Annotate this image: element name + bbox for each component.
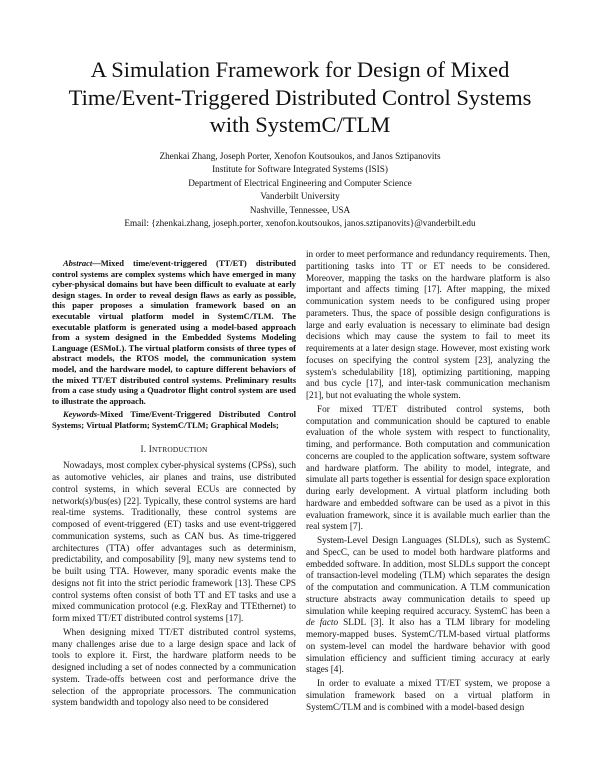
abstract-text: —Mixed time/event-triggered (TT/ET) distributed control systems are complex systems which have emerged in many cyber-physical domains but have been difficult to evaluate at early design stages. In order to reveal design flaws as early as possible, this paper proposes a simulation framework based on an executable virtual platform model in SystemC/TLM. The executable platform is generated using a model-based approach from a system designed in the Embedded Systems Modeling Language (ESMoL). The virtual platform consists of three types of abstract models, the RTOS model, the communication system model, and the hardware model, to capture different behaviors of the mixed TT/ET distributed control systems. Preliminary results from a case study using a Quadrotor flight control system are used to illustrate the approach.: [52, 258, 296, 406]
intro-paragraph-5-a: System-Level Design Languages (SLDLs), such as SystemC and SpecC, can be used to model both hardware platforms and embedded software. In addition, most SLDLs support the concept of transaction-level modeling (TLM) which separates the design of the computation and communication. A TLM communication structure abstracts away communication details to speed up simulation while keeping required accuracy. SystemC has been a: [306, 535, 550, 616]
intro-paragraph-4: For mixed TT/ET distributed control systems, both computation and communication should be captured to enable evaluation of the whole system with respect to functionality, timing, and performance. Both computation and communication concerns are coupled to the application software, system software and hardware platform. The ability to model, integrate, and simulate all parts together is essential for design space exploration during early development. A virtual platform including both hardware and embedded software can be used as a pivot in this evaluation framework, since it is available much earlier than the real system [7].: [306, 403, 550, 532]
author-location: Nashville, Tennessee, USA: [249, 204, 351, 215]
intro-paragraph-2: When designing mixed TT/ET distributed control systems, many challenges arise due to a large design space and lack of tools to explore it. First, the hardware platform needs to be designed including a set of nodes connected by a communication system. Trade-offs between cost and performance drive the selection of the appropriate processors. The communication system bandwidth and topology also need to be considered: [52, 626, 296, 708]
title-line-3: with SystemC/TLM: [209, 112, 391, 137]
intro-paragraph-5: [306, 535, 550, 676]
intro-paragraph-5-italic: de facto: [306, 617, 339, 628]
title-line-2: Time/Event-Triggered Distributed Control Systems: [68, 84, 532, 110]
author-names: Zhenkai Zhang, Joseph Porter, Xenofon Koutsoukos, and Janos Sztipanovits: [159, 151, 441, 161]
section-title: NTRODUCTION: [151, 444, 208, 454]
abstract-lead: Abstract: [63, 258, 93, 268]
author-block: [40, 150, 560, 230]
abstract: [52, 258, 296, 406]
intro-paragraph-5-b: SLDL [3]. It also has a TLM library for modeling memory-mapped buses. SystemC/TLM-based virtual platforms on system-level can model the hardware behavior with good simulation efficiency and sufficient timing accuracy at early stages [4].: [306, 617, 550, 675]
author-institute: Institute for Software Integrated Systems (ISIS): [212, 164, 388, 175]
section-numeral: I. I: [140, 443, 152, 454]
author-department: Department of Electrical Engineering and Computer Science: [188, 177, 412, 188]
keywords-lead: Keywords: [63, 409, 97, 420]
section-heading-introduction: [52, 444, 296, 456]
intro-paragraph-3: in order to meet performance and redundancy requirements. Then, partitioning tasks into TT or ET needs to be considered. Moreover, mapping the tasks on the hardware platform is also important and affects timing [17]. After mapping, the mixed communication system needs to be configured using proper parameters. Thus, the space of possible design configurations is large and early evaluation is necessary to eliminate bad design decisions which may cause the system to fail to meet its requirements at a later design stage. However, most existing work focuses on specifying the control system [23], analyzing the system's schedulability [18], optimizing partitioning, mapping and bus cycle [17], and inter-task communication mechanism [21], but not evaluating the whole system.: [306, 249, 550, 400]
author-university: Vanderbilt University: [260, 191, 340, 202]
right-column: [306, 249, 550, 713]
title-line-1: A Simulation Framework for Design of Mixed: [90, 57, 510, 82]
left-column: [52, 258, 296, 709]
author-email: Email: {zhenkai.zhang, joseph.porter, xenofon.koutsoukos, janos.sztipanovits}@vanderbilt.edu: [124, 218, 476, 229]
intro-paragraph-6: In order to evaluate a mixed TT/ET system, we propose a simulation framework based on a virtual platform in SystemC/TLM and is combined with a model-based design: [306, 678, 550, 712]
intro-paragraph-1: Nowadays, most complex cyber-physical systems (CPSs), such as automotive vehicles, air planes and trains, use distributed control systems, in which several ECUs are connected by network(s)/bus(es) [22]. Typically, these control systems are hard real-time systems. Traditionally, these control systems are composed of event-triggered (ET) tasks and use event-triggered communication systems, such as CAN bus. As time-triggered architectures (TTA) offer advantages such as determinism, predictability, and composability [9], many new systems tend to be built using TTA. However, many sporadic events make the designs not fit into the strict periodic framework [13]. These CPS control systems often consist of both TT and ET tasks and use a mixed communication protocol (e.g. FlexRay and TTEthernet) to form mixed TT/ET distributed control systems [17].: [52, 460, 296, 623]
keywords-text: -Mixed Time/Event-Triggered Distributed Control Systems; Virtual Platform; SystemC/TLM; Graphical Models;: [52, 409, 296, 430]
paper-title: [40, 56, 560, 139]
keywords: [52, 409, 296, 430]
